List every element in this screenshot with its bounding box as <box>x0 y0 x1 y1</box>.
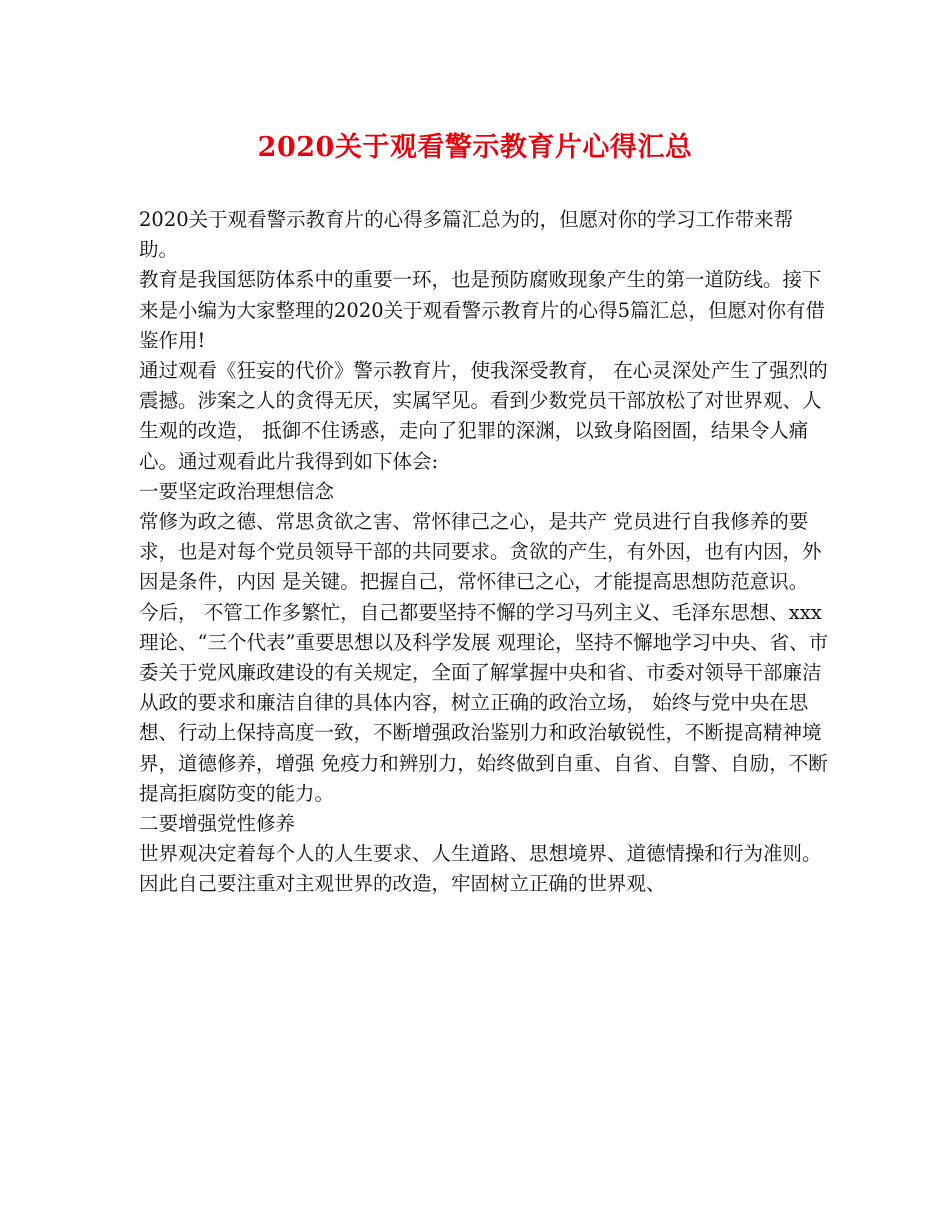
paragraph-intro: 2020关于观看警示教育片的心得多篇汇总为的，但愿对你的学习工作带来帮助。 <box>139 208 794 262</box>
section-heading-2: 二要增强党性修养 <box>139 812 296 836</box>
document-body <box>139 205 829 900</box>
paragraph-section-2: 世界观决定着每个人的人生要求、人生道路、思想境界、道德情操和行为准则。因此自己要注重对主观世界的改造，牢固树立正确的世界观、 <box>139 842 822 896</box>
paragraph-section-1: 常修为政之德、常思贪欲之害、常怀律己之心，是共产 党员进行自我修养的要求，也是对每个党员领导干部的共同要求。贪欲的产生，有外因，也有内因，外因是条件，内因 是关键。把握自己，常怀律已之心，才能提高思想防范意识。 <box>139 510 822 594</box>
paragraph-background: 教育是我国惩防体系中的重要一环，也是预防腐败现象产生的第一道防线。接下来是小编为大家整理的2020关于观看警示教育片的心得5篇汇总，但愿对你有借鉴作用! <box>139 268 826 352</box>
paragraph-viewing: 通过观看《狂妄的代价》警示教育片，使我深受教育， 在心灵深处产生了强烈的震撼。涉案之人的贪得无厌，实属罕见。看到少数党员干部放松了对世界观、人生观的改造， 抵御不住诱惑，走向了犯罪的深渊，以致身陷囹圄，结果令人痛心。通过观看此片我得到如下体会: <box>139 359 828 473</box>
section-heading-1: 一要坚定政治理想信念 <box>139 479 335 503</box>
paragraph-future: 今后， 不管工作多繁忙，自己都要坚持不懈的学习马列主义、毛泽东思想、xxx理论、“三个代表”重要思想以及科学发展 观理论，坚持不懈地学习中央、省、市委关于党风廉政建设的有关规定，全面了解掌握中央和省、市委对领导干部廉洁 从政的要求和廉洁自律的具体内容，树立正确的政治立场， 始终与党中央在思想、行动上保持高度一致，不断增强政治鉴别力和政治敏锐性，不断提高精神境界，道德修养，增强 免疫力和辨别力，始终做到自重、自省、自警、自励，不断 提高拒腐防变的能力。 <box>139 600 829 805</box>
document-title: 2020关于观看警示教育片心得汇总 <box>257 132 693 163</box>
